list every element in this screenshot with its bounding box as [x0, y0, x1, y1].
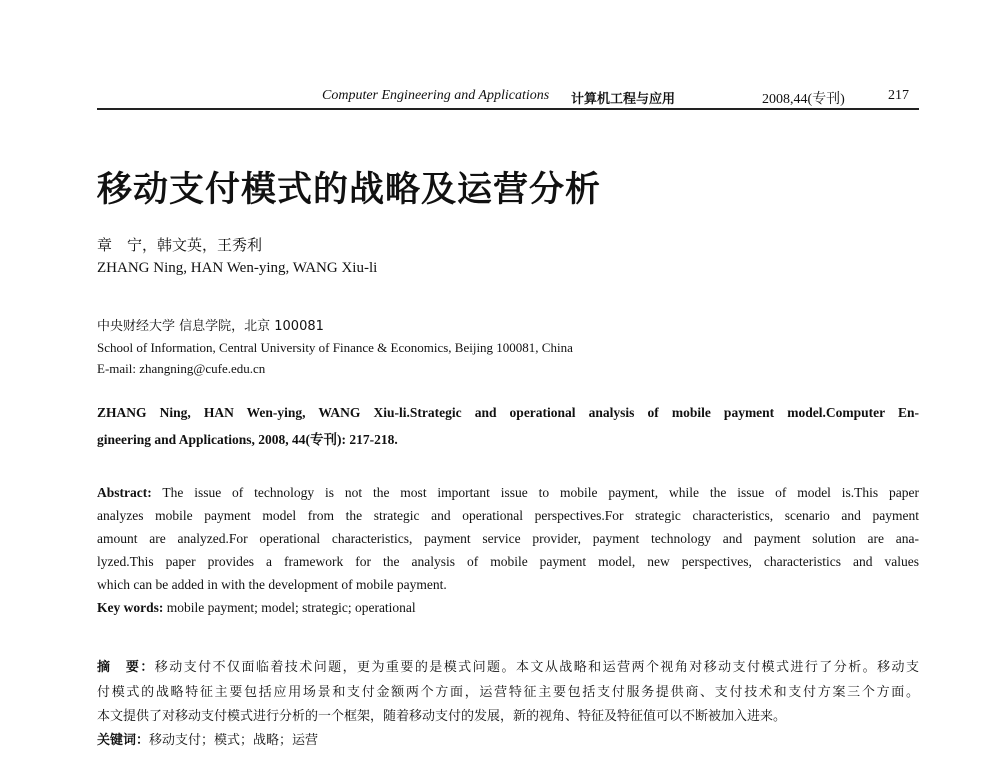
- authors-cn: 章 宁，韩文英，王秀利: [97, 236, 263, 254]
- keywords-label: Key words:: [97, 600, 164, 615]
- affiliation-cn: 中央财经大学 信息学院，北京 100081: [97, 319, 324, 334]
- abstract-cn-line: 付模式的战略特征主要包括应用场景和支付金额两个方面，运营特征主要包括支付服务提供商、支付技术和支付方案三个方面。: [97, 685, 919, 700]
- abstract-line: lyzed.This paper provides a framework for the analysis of mobile payment model, new perspectives, characteristics and values: [97, 554, 919, 569]
- keywords-cn-line: [97, 729, 919, 748]
- citation-line: gineering and Applications, 2008, 44(专刊): 217-218.: [97, 432, 398, 447]
- abstract-line: amount are analyzed.For operational characteristics, payment service provider, payment technology and payment solution are ana-: [97, 531, 919, 546]
- abstract-line: Abstract: The issue of technology is not the most important issue to mobile payment, while the issue of model is.This paper: [97, 485, 920, 500]
- journal-name-cn: 计算机工程与应用: [571, 92, 676, 107]
- abstract-line: analyzes mobile payment model from the strategic and operational perspectives.For strategic characteristics, scenario and payment: [97, 508, 919, 523]
- keywords: mobile payment; model; strategic; operational: [166, 600, 416, 615]
- abstract-label: Abstract:: [97, 485, 152, 500]
- keywords-cn: 移动支付；模式；战略；运营: [149, 733, 319, 748]
- authors-en: ZHANG Ning, HAN Wen-ying, WANG Xiu-li: [97, 260, 378, 276]
- keywords-cn-label: 关键词：: [97, 733, 150, 748]
- citation-line: ZHANG Ning, HAN Wen-ying, WANG Xiu-li.Strategic and operational analysis of mobile payment model.Computer En-: [97, 405, 919, 420]
- keywords-line: [97, 600, 919, 616]
- header-rule: [97, 108, 919, 110]
- abstract-cn-label: 摘 要：: [97, 660, 155, 675]
- affiliation-en: School of Information, Central University of Finance & Economics, Beijing 100081, China: [97, 340, 573, 355]
- abstract-line: which can be added in with the development of mobile payment.: [97, 577, 447, 592]
- abstract-cn-line: 本文提供了对移动支付模式进行分析的一个框架，随着移动支付的发展，新的视角、特征及特征值可以不断被加入进来。: [97, 709, 787, 724]
- paper-title: 移动支付模式的战略及运营分析: [97, 169, 602, 210]
- email: E-mail: zhangning@cufe.edu.cn: [97, 361, 266, 376]
- issue: 2008,44(专刊): [762, 92, 845, 107]
- journal-name-en: Computer Engineering and Applications: [322, 88, 550, 103]
- page-number: 217: [888, 88, 909, 103]
- abstract-cn-line: 摘 要：移动支付不仅面临着技术问题，更为重要的是模式问题。本文从战略和运营两个视角对移动支付模式进行了分析。移动支: [97, 660, 919, 675]
